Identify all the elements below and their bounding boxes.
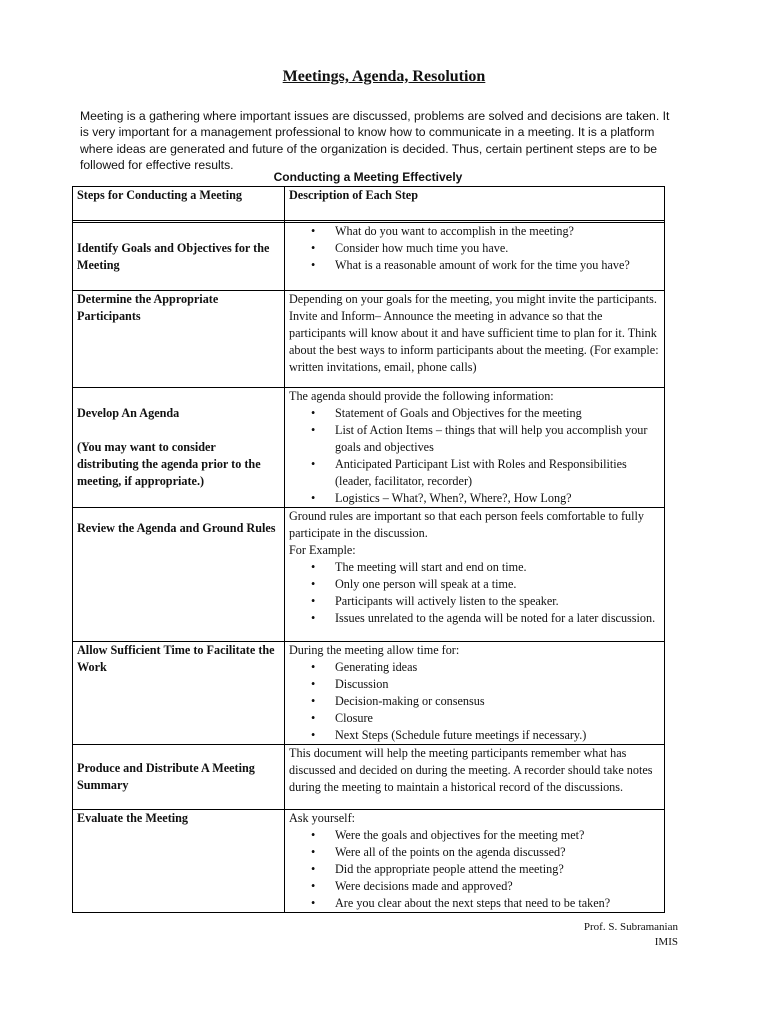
document-title: Meetings, Agenda, Resolution: [282, 68, 486, 85]
list-item: • What is a reasonable amount of work for the time you have?: [335, 257, 660, 274]
description-text: Ground rules are important so that each person feels comfortable to fully participate in the discussion.: [289, 509, 645, 540]
list-item: • Discussion: [335, 676, 660, 693]
description-cell: [285, 642, 665, 745]
table-row: [73, 508, 665, 642]
list-item: • The meeting will start and end on time.: [335, 559, 660, 576]
description-cell: [285, 388, 665, 508]
step-cell: [73, 508, 285, 642]
description-text: During the meeting allow time for:: [289, 643, 460, 657]
footer-org: IMIS: [654, 936, 678, 948]
list-item: • Next Steps (Schedule future meetings if necessary.): [335, 727, 660, 744]
list-item: • Logistics – What?, When?, Where?, How Long?: [335, 490, 660, 507]
step-cell: Allow Sufficient Time to Facilitate the Work: [73, 642, 285, 745]
description-text: Invite and Inform– Announce the meeting in advance so that the participants will know about it and have sufficient time to plan for it. Think about the best ways to inform participants about the meeting. (For example: written invitations, email, phone calls): [289, 309, 659, 374]
description-text: The agenda should provide the following information:: [289, 389, 554, 403]
header-description: Description of Each Step: [285, 187, 665, 221]
table-row: [73, 810, 665, 913]
description-cell: [285, 223, 665, 291]
table-row: [73, 745, 665, 810]
list-item: • Closure: [335, 710, 660, 727]
step-cell: [73, 388, 285, 508]
list-item: • Did the appropriate people attend the meeting?: [335, 861, 660, 878]
list-item: • Issues unrelated to the agenda will be noted for a later discussion.: [335, 610, 660, 627]
bullet-list: [289, 827, 660, 912]
bullet-list: [289, 405, 660, 507]
table-row: [73, 388, 665, 508]
step-cell: Evaluate the Meeting: [73, 810, 285, 913]
description-cell: [285, 745, 665, 810]
bullet-list: [289, 559, 660, 627]
table-header-row: [73, 187, 665, 221]
document-footer: [584, 920, 678, 950]
description-text: This document will help the meeting participants remember what has discussed and decided on during the meeting. A recorder should take notes during the meeting to maintain a historical record of the discussions.: [289, 746, 653, 794]
step-cell: Determine the Appropriate Participants: [73, 291, 285, 388]
list-item: • Were the goals and objectives for the meeting met?: [335, 827, 660, 844]
table-row: [73, 223, 665, 291]
description-cell: [285, 508, 665, 642]
bullet-list: [289, 223, 660, 274]
description-cell: [285, 291, 665, 388]
list-item: • Anticipated Participant List with Roles and Responsibilities (leader, facilitator, recorder): [335, 456, 660, 490]
list-item: • Are you clear about the next steps that need to be taken?: [335, 895, 660, 912]
list-item: • Participants will actively listen to the speaker.: [335, 593, 660, 610]
list-item: • Were decisions made and approved?: [335, 878, 660, 895]
list-item: • Statement of Goals and Objectives for the meeting: [335, 405, 660, 422]
description-text: For Example:: [289, 543, 356, 557]
table-caption: Conducting a Meeting Effectively: [273, 170, 463, 184]
steps-table: [72, 186, 665, 913]
intro-paragraph: Meeting is a gathering where important issues are discussed, problems are solved and decisions are taken. It is very important for a management professional to know how to communicate in a meeting. It is a platform where ideas are generated and future of the organization is decided. Thus, certain pertinent steps are to be followed for effective results.: [80, 109, 670, 173]
description-cell: [285, 810, 665, 913]
step-title: Review the Agenda and Ground Rules: [77, 521, 276, 535]
list-item: • Generating ideas: [335, 659, 660, 676]
list-item: • Consider how much time you have.: [335, 240, 660, 257]
list-item: • List of Action Items – things that will help you accomplish your goals and objectives: [335, 422, 660, 456]
list-item: • Were all of the points on the agenda discussed?: [335, 844, 660, 861]
step-note: (You may want to consider distributing the agenda prior to the meeting, if appropriate.): [77, 440, 261, 488]
list-item: • Only one person will speak at a time.: [335, 576, 660, 593]
step-cell: Identify Goals and Objectives for the Meeting: [73, 223, 285, 291]
footer-author: Prof. S. Subramanian: [583, 921, 678, 933]
list-item: • What do you want to accomplish in the meeting?: [335, 223, 660, 240]
bullet-list: [289, 659, 660, 744]
header-steps: Steps for Conducting a Meeting: [73, 187, 285, 221]
description-text: Depending on your goals for the meeting, you might invite the participants.: [289, 292, 657, 306]
description-text: Ask yourself:: [289, 811, 356, 825]
step-title: Develop An Agenda: [77, 406, 180, 420]
step-cell: Produce and Distribute A Meeting Summary: [73, 745, 285, 810]
list-item: • Decision-making or consensus: [335, 693, 660, 710]
table-row: [73, 291, 665, 388]
table-row: [73, 642, 665, 745]
